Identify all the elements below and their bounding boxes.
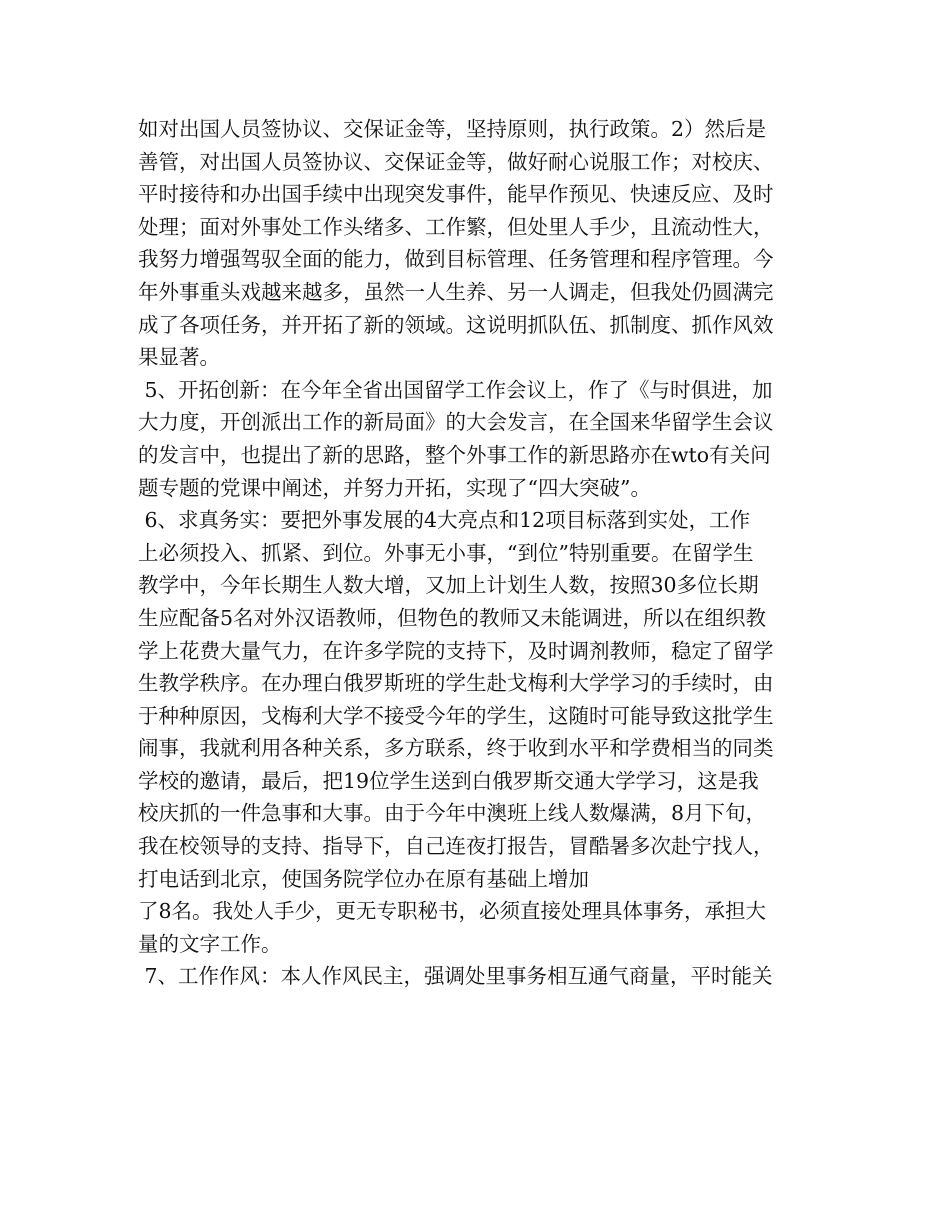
text-line: 了8名。我处人手少，更无专职秘书，必须直接处理具体事务，承担大 — [138, 899, 767, 924]
text-line: 善管，对出国人员签协议、交保证金等，做好耐心说服工作；对校庆、 — [138, 149, 774, 174]
text-line: 年外事重头戏越来越多，虽然一人生养、另一人调走，但我处仍圆满完 — [138, 279, 774, 304]
text-line: 生教学秩序。在办理白俄罗斯班的学生赴戈梅利大学学习的手续时，由 — [138, 671, 774, 696]
text-line: 上必须投入、抓紧、到位。外事无小事，“到位”特别重要。在留学生 — [138, 540, 754, 565]
text-line: 成了各项任务，并开拓了新的领域。这说明抓队伍、抓制度、抓作风效 — [138, 312, 774, 337]
text-line: 题专题的党课中阐述，并努力开拓，实现了“四大突破”。 — [138, 475, 651, 500]
text-line: 学校的邀请，最后，把19位学生送到白俄罗斯交通大学学习，这是我 — [138, 768, 759, 793]
text-line: 大力度，开创派出工作的新局面》的大会发言，在全国来华留学生会议 — [138, 410, 774, 435]
text-line: 学上花费大量气力，在许多学院的支持下，及时调剂教师，稳定了留学 — [138, 638, 774, 663]
body-text — [138, 113, 828, 993]
text-line: 于种种原因，戈梅利大学不接受今年的学生，这随时可能导致这批学生 — [138, 703, 774, 728]
text-line: 我努力增强驾驭全面的能力，做到目标管理、任务管理和程序管理。今 — [138, 247, 774, 272]
text-line: 果显著。 — [138, 345, 220, 370]
text-line: 量的文字工作。 — [138, 931, 282, 956]
text-line: 教学中，今年长期生人数大增，又加上计划生人数，按照30多位长期 — [138, 573, 759, 598]
paragraph-5-start: 5、开拓创新：在今年全省出国留学工作会议上，作了《与时俱进，加 — [138, 377, 773, 402]
text-line: 我在校领导的支持、指导下，自己连夜打报告，冒酷暑多次赴宁找人， — [138, 834, 774, 859]
text-line: 处理；面对外事处工作头绪多、工作繁，但处里人手少，且流动性大， — [138, 214, 774, 239]
text-line: 闹事，我就利用各种关系，多方联系，终于收到水平和学费相当的同类 — [138, 736, 774, 761]
text-line: 校庆抓的一件急事和大事。由于今年中澳班上线人数爆满，8月下旬， — [138, 801, 767, 826]
text-line: 打电话到北京，使国务院学位办在原有基础上增加 — [138, 866, 589, 891]
text-line: 生应配备5名对外汉语教师，但物色的教师又未能调进，所以在组织教 — [138, 605, 767, 630]
text-line: 的发言中，也提出了新的思路，整个外事工作的新思路亦在wto有关问 — [138, 442, 771, 467]
text-line: 平时接待和办出国手续中出现突发事件，能早作预见、快速反应、及时 — [138, 182, 774, 207]
paragraph-7-start: 7、工作作风：本人作风民主，强调处里事务相互通气商量，平时能关 — [138, 964, 773, 989]
paragraph-6-start: 6、求真务实：要把外事发展的4大亮点和12项目标落到实处，工作 — [138, 508, 751, 533]
text-line: 如对出国人员签协议、交保证金等，坚持原则，执行政策。2）然后是 — [138, 117, 767, 141]
